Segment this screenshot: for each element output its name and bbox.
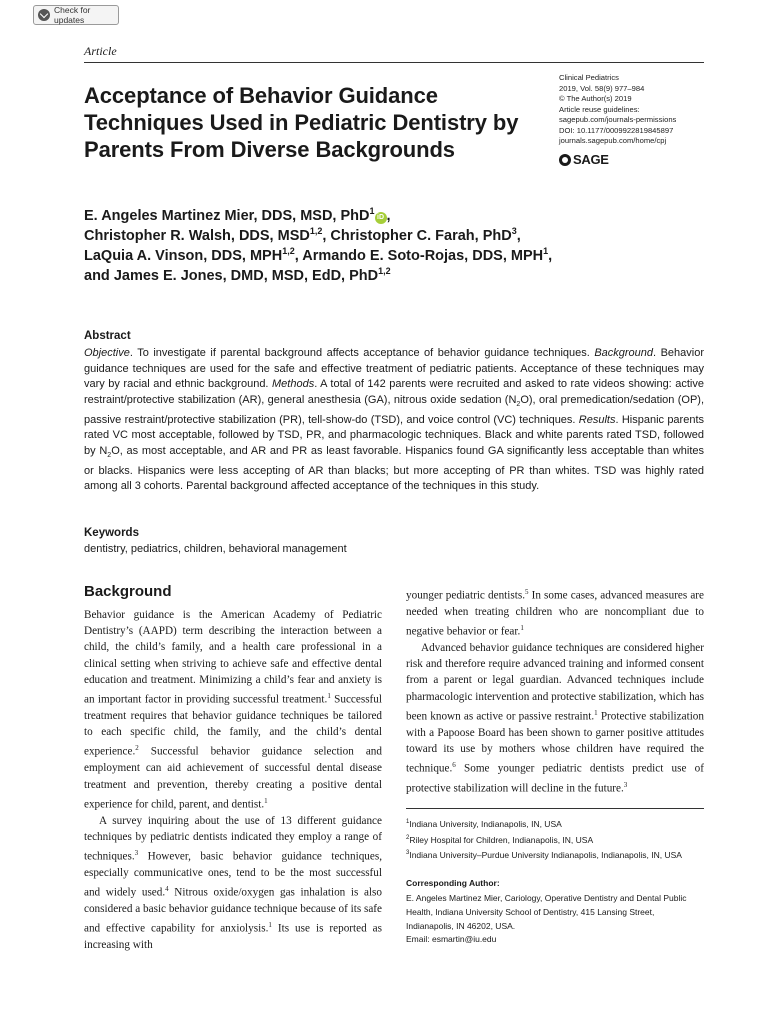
abstract-methods-label: Methods xyxy=(272,378,315,391)
footnote-rule xyxy=(406,808,704,809)
body-paragraph xyxy=(406,640,704,797)
body-text: Nitrous oxide/oxygen gas inhalation is also considered a basic behavior guidance technique because of its safe and effective capability for anxiolysis. xyxy=(84,886,382,936)
body-paragraph xyxy=(406,584,704,640)
author-name: James E. Jones, DMD, MSD, EdD, PhD xyxy=(113,268,379,284)
abstract-body xyxy=(84,346,704,495)
affiliations xyxy=(406,816,704,863)
body-text: Advanced behavior guidance techniques are considered higher risk and therefore require advanced training and informed consent from a parent or legal guardian. Advanced techniques include pharmacologic intervention and protective stabilization, which has been known as active or passive restraint. xyxy=(406,642,704,723)
citation-ref[interactable]: 1 xyxy=(327,692,331,701)
subscript: 2 xyxy=(516,400,521,408)
author-affiliation-sup: 1,2 xyxy=(378,266,391,277)
keywords-heading: Keywords xyxy=(84,527,139,539)
citation-ref[interactable]: 1 xyxy=(594,708,598,717)
author-name: LaQuia A. Vinson, DDS, MPH xyxy=(84,248,283,264)
abstract-methods-text: . A total of 142 parents were recruited and asked to rate videos showing: active restraint/protective stabilization (AR), general anesthesia (GA), nitrous oxide sedation (N xyxy=(84,378,704,406)
sage-wordmark: SAGE xyxy=(573,152,609,167)
author-list: E. Angeles Martinez Mier, DDS, MSD, PhD$^1$iD , Christopher R. Walsh, DDS, MSD$^{1,2}$, Christopher C. Farah, PhD$^3$, LaQuia A. Vinson, DDS, MPH$^{1,2}$, Armando E. Soto-Rojas, DDS, MPH$^1$, and James E. Jones, DMD, MSD, EdD, PhD$^{1,2}$ xyxy=(84,206,553,284)
author-affiliation-sup: 1,2 xyxy=(282,246,295,257)
citation-ref[interactable]: 3 xyxy=(134,849,139,858)
affiliation-text: Indiana University–Purdue University Indianapolis, Indianapolis, IN, USA xyxy=(409,850,682,861)
author-name: E. Angeles Martinez Mier, DDS, MSD, PhD xyxy=(84,208,370,224)
author-affiliation-sup: 3 xyxy=(511,226,517,237)
journal-citation: 2019, Vol. 58(9) 977–984 xyxy=(559,83,645,93)
check-for-updates-badge[interactable] xyxy=(33,5,119,25)
citation-ref[interactable]: 2 xyxy=(135,744,139,753)
affiliation-item xyxy=(406,847,704,863)
journal-metadata xyxy=(559,73,729,147)
citation-ref[interactable]: 1 xyxy=(520,624,524,633)
doi[interactable]: DOI: 10.1177/0009922819845897 xyxy=(559,125,674,135)
body-column-right xyxy=(406,584,704,797)
abstract-background-text: . Behavior guidance techniques are used for the safe and effective treatment of pediatric patients. Acceptance of these techniques may vary by racial and ethnic background. xyxy=(84,347,704,391)
abstract-methods-text-cont: O), oral premedication/sedation (OP), passive restraint/protective stabilization (PR), tell-show-do (TSD), and voice control (VC) techniques. xyxy=(84,393,704,426)
journal-home-link[interactable]: journals.sagepub.com/home/cpj xyxy=(559,136,667,145)
reuse-link[interactable]: sagepub.com/journals-permissions xyxy=(559,115,677,124)
citation-ref[interactable]: 6 xyxy=(452,761,456,770)
abstract-results-text-cont: O, as most acceptable, and AR and PR as least favorable. Hispanics found GA significantly less acceptable than whites or blacks. Hispanics were less accepting of AR than blacks; but more accepting of PR than whites. TSD was highly rated among all 3 cohorts. Parental background affected acceptance of the techniques in this study. xyxy=(84,444,704,493)
body-text: Successful behavior guidance selection and employment can aid achievement of successful dental disease treatment and prevention, thereby creating a positive dental experience for child, parent, and dentist. xyxy=(84,746,382,811)
affiliation-sup: 3 xyxy=(406,850,410,857)
body-text: Its use is reported as increasing with xyxy=(84,923,382,952)
article-type-label: Article xyxy=(84,44,117,58)
body-text: A survey inquiring about the use of 13 different guidance techniques by pediatric dentists indicated they employ a range of techniques. xyxy=(84,814,382,863)
section-heading-background: Background xyxy=(84,583,172,600)
author-conjunction: and xyxy=(84,268,114,284)
citation-ref[interactable]: 5 xyxy=(525,588,529,596)
check-updates-label: Check for updates xyxy=(54,5,91,25)
keywords-list: dentistry, pediatrics, children, behavioral management xyxy=(84,543,347,555)
author-affiliation-sup: 1,2 xyxy=(309,226,323,237)
body-paragraph xyxy=(84,813,382,954)
abstract-objective-label: Objective xyxy=(84,347,130,359)
citation-ref[interactable]: 3 xyxy=(623,781,628,790)
corresponding-author-address: E. Angeles Martinez Mier, Cariology, Operative Dentistry and Dental Public Health, Indiana University School of Dentistry, 415 Lansing Street, Indianapolis, IN 46202, USA. xyxy=(406,893,687,931)
abstract-objective-text: . To investigate if parental background affects acceptance of behavior guidance techniques. xyxy=(129,347,595,359)
affiliation-sup: 2 xyxy=(406,834,410,841)
check-updates-icon xyxy=(38,9,50,21)
sage-logo xyxy=(559,152,609,167)
sage-swirl-icon xyxy=(559,154,571,166)
body-text: Behavior guidance is the American Academy of Pediatric Dentistry’s (AAPD) term describing the interaction between a child, the child’s family, and a health care professional in a clinical setting when striving to achieve safe and effective dental education and treatment. Minimizing a child’s fear and anxiety is an important factor in providing successful treatment. xyxy=(84,609,382,706)
citation-ref[interactable]: 1 xyxy=(264,796,268,805)
journal-name: Clinical Pediatrics xyxy=(559,73,619,82)
body-paragraph xyxy=(84,607,382,813)
citation-ref[interactable]: 1 xyxy=(268,921,272,930)
corresponding-author-email[interactable]: Email: esmartin@iu.edu xyxy=(406,934,497,945)
citation-ref[interactable]: 4 xyxy=(165,885,169,894)
corresponding-author-details xyxy=(406,892,704,947)
body-text: In some cases, advanced measures are needed when treating children who are noncompliant due to negative behavior or fear. xyxy=(406,589,704,638)
abstract-results-label: Results xyxy=(578,413,616,426)
abstract-background-label: Background xyxy=(594,347,654,359)
header-rule xyxy=(84,62,704,63)
body-text: However, basic behavior guidance techniques, especially communicative ones, tend to be the most successful and widely used. xyxy=(84,850,382,899)
affiliation-item xyxy=(406,832,704,848)
body-text: Some younger pediatric dentists predict use of protective stabilization will decline in the future. xyxy=(406,762,704,795)
paper-title: Acceptance of Behavior Guidance Techniques Used in Pediatric Dentistry by Parents From Diverse Backgrounds xyxy=(84,83,519,162)
copyright: © The Author(s) 2019 xyxy=(559,94,632,103)
reuse-label: Article reuse guidelines: xyxy=(559,104,640,114)
author-name: Christopher C. Farah, PhD xyxy=(330,228,512,244)
body-text: Successful treatment requires that behavior guidance techniques be tailored to each specific child, the family, and the child’s dental experience. xyxy=(84,693,382,759)
abstract-results-text: . Hispanic parents rated VC most acceptable, followed by TSD, PR, and pharmacologic techniques. Black and white parents rated TSD, followed by N xyxy=(84,413,705,457)
corresponding-author-heading: Corresponding Author: xyxy=(406,878,500,888)
author-affiliation-sup: 1 xyxy=(369,206,375,217)
orcid-icon[interactable]: iD xyxy=(375,212,387,224)
affiliation-text: Indiana University, Indianapolis, IN, USA xyxy=(409,818,562,829)
body-text: Protective stabilization with a Papoose Board has been shown to garner positive attitudes toward its use by mothers whose children have required the technique. xyxy=(406,710,704,775)
body-column-left xyxy=(84,607,382,953)
author-name: Armando E. Soto-Rojas, DDS, MPH xyxy=(302,248,544,264)
affiliation-text: Riley Hospital for Children, Indianapolis, IN, USA xyxy=(409,834,594,845)
affiliation-sup: 1 xyxy=(406,819,410,825)
affiliation-item xyxy=(406,816,704,832)
author-affiliation-sup: 1 xyxy=(543,246,549,257)
subscript: 2 xyxy=(107,451,112,459)
body-text: younger pediatric dentists. xyxy=(406,589,525,602)
author-name: Christopher R. Walsh, DDS, MSD xyxy=(84,228,310,244)
abstract-heading: Abstract xyxy=(84,330,131,342)
